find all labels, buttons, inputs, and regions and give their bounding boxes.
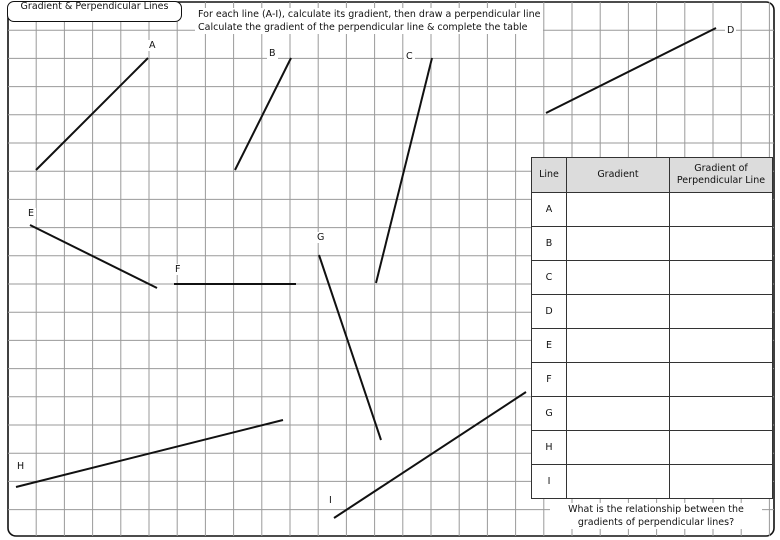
line-label-b: B [269,48,276,59]
row-line-label: E [532,329,567,363]
gradient-cell[interactable] [567,329,670,363]
row-line-label: D [532,295,567,329]
gradient-cell[interactable] [567,261,670,295]
perpendicular-gradient-cell[interactable] [670,465,773,499]
line-label-f: F [175,264,181,275]
gradient-cell[interactable] [567,295,670,329]
instruction-line-1: For each line (A-I), calculate its gradient, then draw a perpendicular line [198,9,541,20]
header-line: Line [532,158,567,193]
table-row [532,397,773,431]
row-line-label: G [532,397,567,431]
instruction-line-2: Calculate the gradient of the perpendicular line & complete the table [198,22,528,33]
gradient-cell[interactable] [567,227,670,261]
row-line-label: A [532,193,567,227]
row-line-label: I [532,465,567,499]
perpendicular-gradient-cell[interactable] [670,397,773,431]
line-label-a: A [149,40,156,51]
line-label-c: C [406,51,413,62]
perpendicular-gradient-cell[interactable] [670,431,773,465]
instructions [195,8,543,34]
table-row [532,465,773,499]
worksheet-title: Gradient & Perpendicular Lines [7,1,182,22]
header-gradient: Gradient [567,158,670,193]
row-line-label: C [532,261,567,295]
gradient-cell[interactable] [567,363,670,397]
gradient-table [531,157,773,499]
row-line-label: H [532,431,567,465]
table-row [532,227,773,261]
table-header-row [532,158,773,193]
header-perpendicular-gradient: Gradient of Perpendicular Line [670,158,773,193]
gradient-cell[interactable] [567,465,670,499]
perpendicular-gradient-cell[interactable] [670,363,773,397]
gradient-cell[interactable] [567,397,670,431]
table-row [532,329,773,363]
line-label-e: E [28,208,35,219]
row-line-label: B [532,227,567,261]
row-line-label: F [532,363,567,397]
line-label-g: G [317,232,325,243]
perpendicular-gradient-cell[interactable] [670,193,773,227]
perpendicular-gradient-cell[interactable] [670,261,773,295]
line-label-h: H [17,461,25,472]
table-row [532,431,773,465]
perpendicular-gradient-cell[interactable] [670,227,773,261]
table-row [532,193,773,227]
table-row [532,363,773,397]
table-row [532,261,773,295]
perpendicular-gradient-cell[interactable] [670,295,773,329]
line-label-d: D [727,25,735,36]
perpendicular-gradient-cell[interactable] [670,329,773,363]
gradient-cell[interactable] [567,431,670,465]
relationship-question: What is the relationship between the gradients of perpendicular lines? [550,503,762,529]
line-label-i: I [329,495,332,506]
table-row [532,295,773,329]
gradient-cell[interactable] [567,193,670,227]
